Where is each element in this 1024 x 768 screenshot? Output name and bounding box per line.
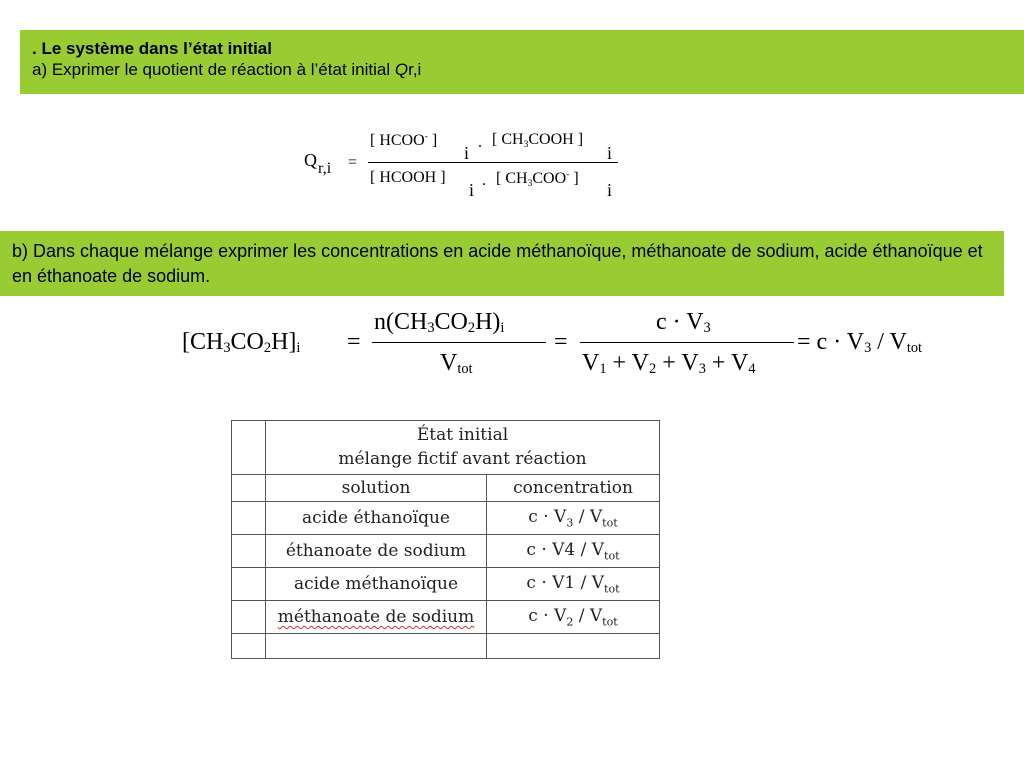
table-row (232, 534, 660, 567)
table-gutter-cell (232, 634, 266, 659)
table-gutter-cell (232, 601, 266, 634)
c-num-n: $n(CH_3CO_2H)_i$ (374, 309, 505, 336)
table-gutter-cell (232, 421, 266, 475)
num-sub-i-1: i (464, 143, 470, 163)
q-subscript: r,i (318, 160, 332, 177)
table-gutter-cell (232, 474, 266, 501)
empty-cell (266, 634, 487, 659)
row-concentration: $c \cdot V_2 / V_{tot}$ (487, 601, 660, 634)
section-a-title: . Le système dans l’état initial (32, 39, 272, 58)
table-empty-row (232, 634, 660, 659)
c-tail: = $c \cdot V_3 / V_{tot}$ (797, 329, 923, 356)
c-equals-1: = (347, 329, 361, 355)
col-header-solution: solution (266, 474, 487, 501)
row-solution: acide éthanoïque (266, 501, 487, 534)
c-den-vtot: $V_{tot}$ (440, 350, 473, 377)
section-a-prefix: a) Exprimer le quotient de réaction à l’état initial (32, 60, 395, 79)
empty-cell (487, 634, 660, 659)
den-hcooh: [ HCOOH ] (370, 169, 446, 186)
row-solution (266, 601, 487, 634)
table-gutter-cell (232, 534, 266, 567)
row-concentration: $c \cdot V1 / V_{tot}$ (487, 567, 660, 600)
row-concentration: $c \cdot V4 / V_{tot}$ (487, 534, 660, 567)
num-dot: . (478, 134, 482, 151)
num-ch3cooh: [ $CH_3COOH$ ] (492, 131, 584, 150)
den-ch3coo: [ $CH_3COO^-$ ] (496, 169, 579, 189)
row-concentration: $c \cdot V_3 / V_{tot}$ (487, 501, 660, 534)
q-equals: = (348, 154, 358, 171)
c-rden: $V_1 + V_2 + V_3 + V_4$ (582, 350, 756, 377)
section-a-suffix: r,i (408, 60, 422, 79)
den-sub-i-1: i (469, 180, 475, 200)
c-fraction-line-2 (580, 342, 794, 343)
row-solution: acide méthanoïque (266, 567, 487, 600)
num-hcoo: [ HCOO- ] (370, 131, 438, 149)
c-fraction-line-1 (372, 342, 546, 343)
c-lhs: $[CH_3CO_2H]_i$ (182, 329, 301, 356)
c-rnum: $c \cdot V_3$ (656, 309, 711, 336)
table-header-row (232, 474, 660, 501)
num-sub-i-2: i (607, 143, 613, 163)
q-symbol: Q (304, 150, 317, 170)
col-header-concentration: concentration (487, 474, 660, 501)
table-row (232, 567, 660, 600)
table-gutter-cell (232, 501, 266, 534)
spellcheck-underline-text: méthanoate de sodium (277, 607, 475, 628)
table-title-line1: État initial (416, 425, 509, 446)
table-title-row (232, 421, 660, 475)
table-title-line2: mélange fictif avant réaction (338, 449, 587, 470)
den-dot: . (482, 172, 486, 189)
table-row (232, 601, 660, 634)
den-sub-i-2: i (607, 180, 613, 200)
section-b-text: b) Dans chaque mélange exprimer les concentrations en acide méthanoïque, méthanoate de sodium, acide éthanoïque et en éthanoate de sodium. (12, 241, 983, 286)
table-title-cell (266, 421, 660, 475)
section-a-q: Q (394, 60, 409, 79)
section-b-banner (0, 231, 1004, 296)
section-a-line (32, 59, 1014, 80)
c-equals-2: = (554, 329, 568, 355)
table-row (232, 501, 660, 534)
row-solution: éthanoate de sodium (266, 534, 487, 567)
section-a-banner (20, 30, 1024, 94)
initial-state-table (231, 420, 660, 659)
table-gutter-cell (232, 567, 266, 600)
q-fraction-line (368, 162, 618, 163)
